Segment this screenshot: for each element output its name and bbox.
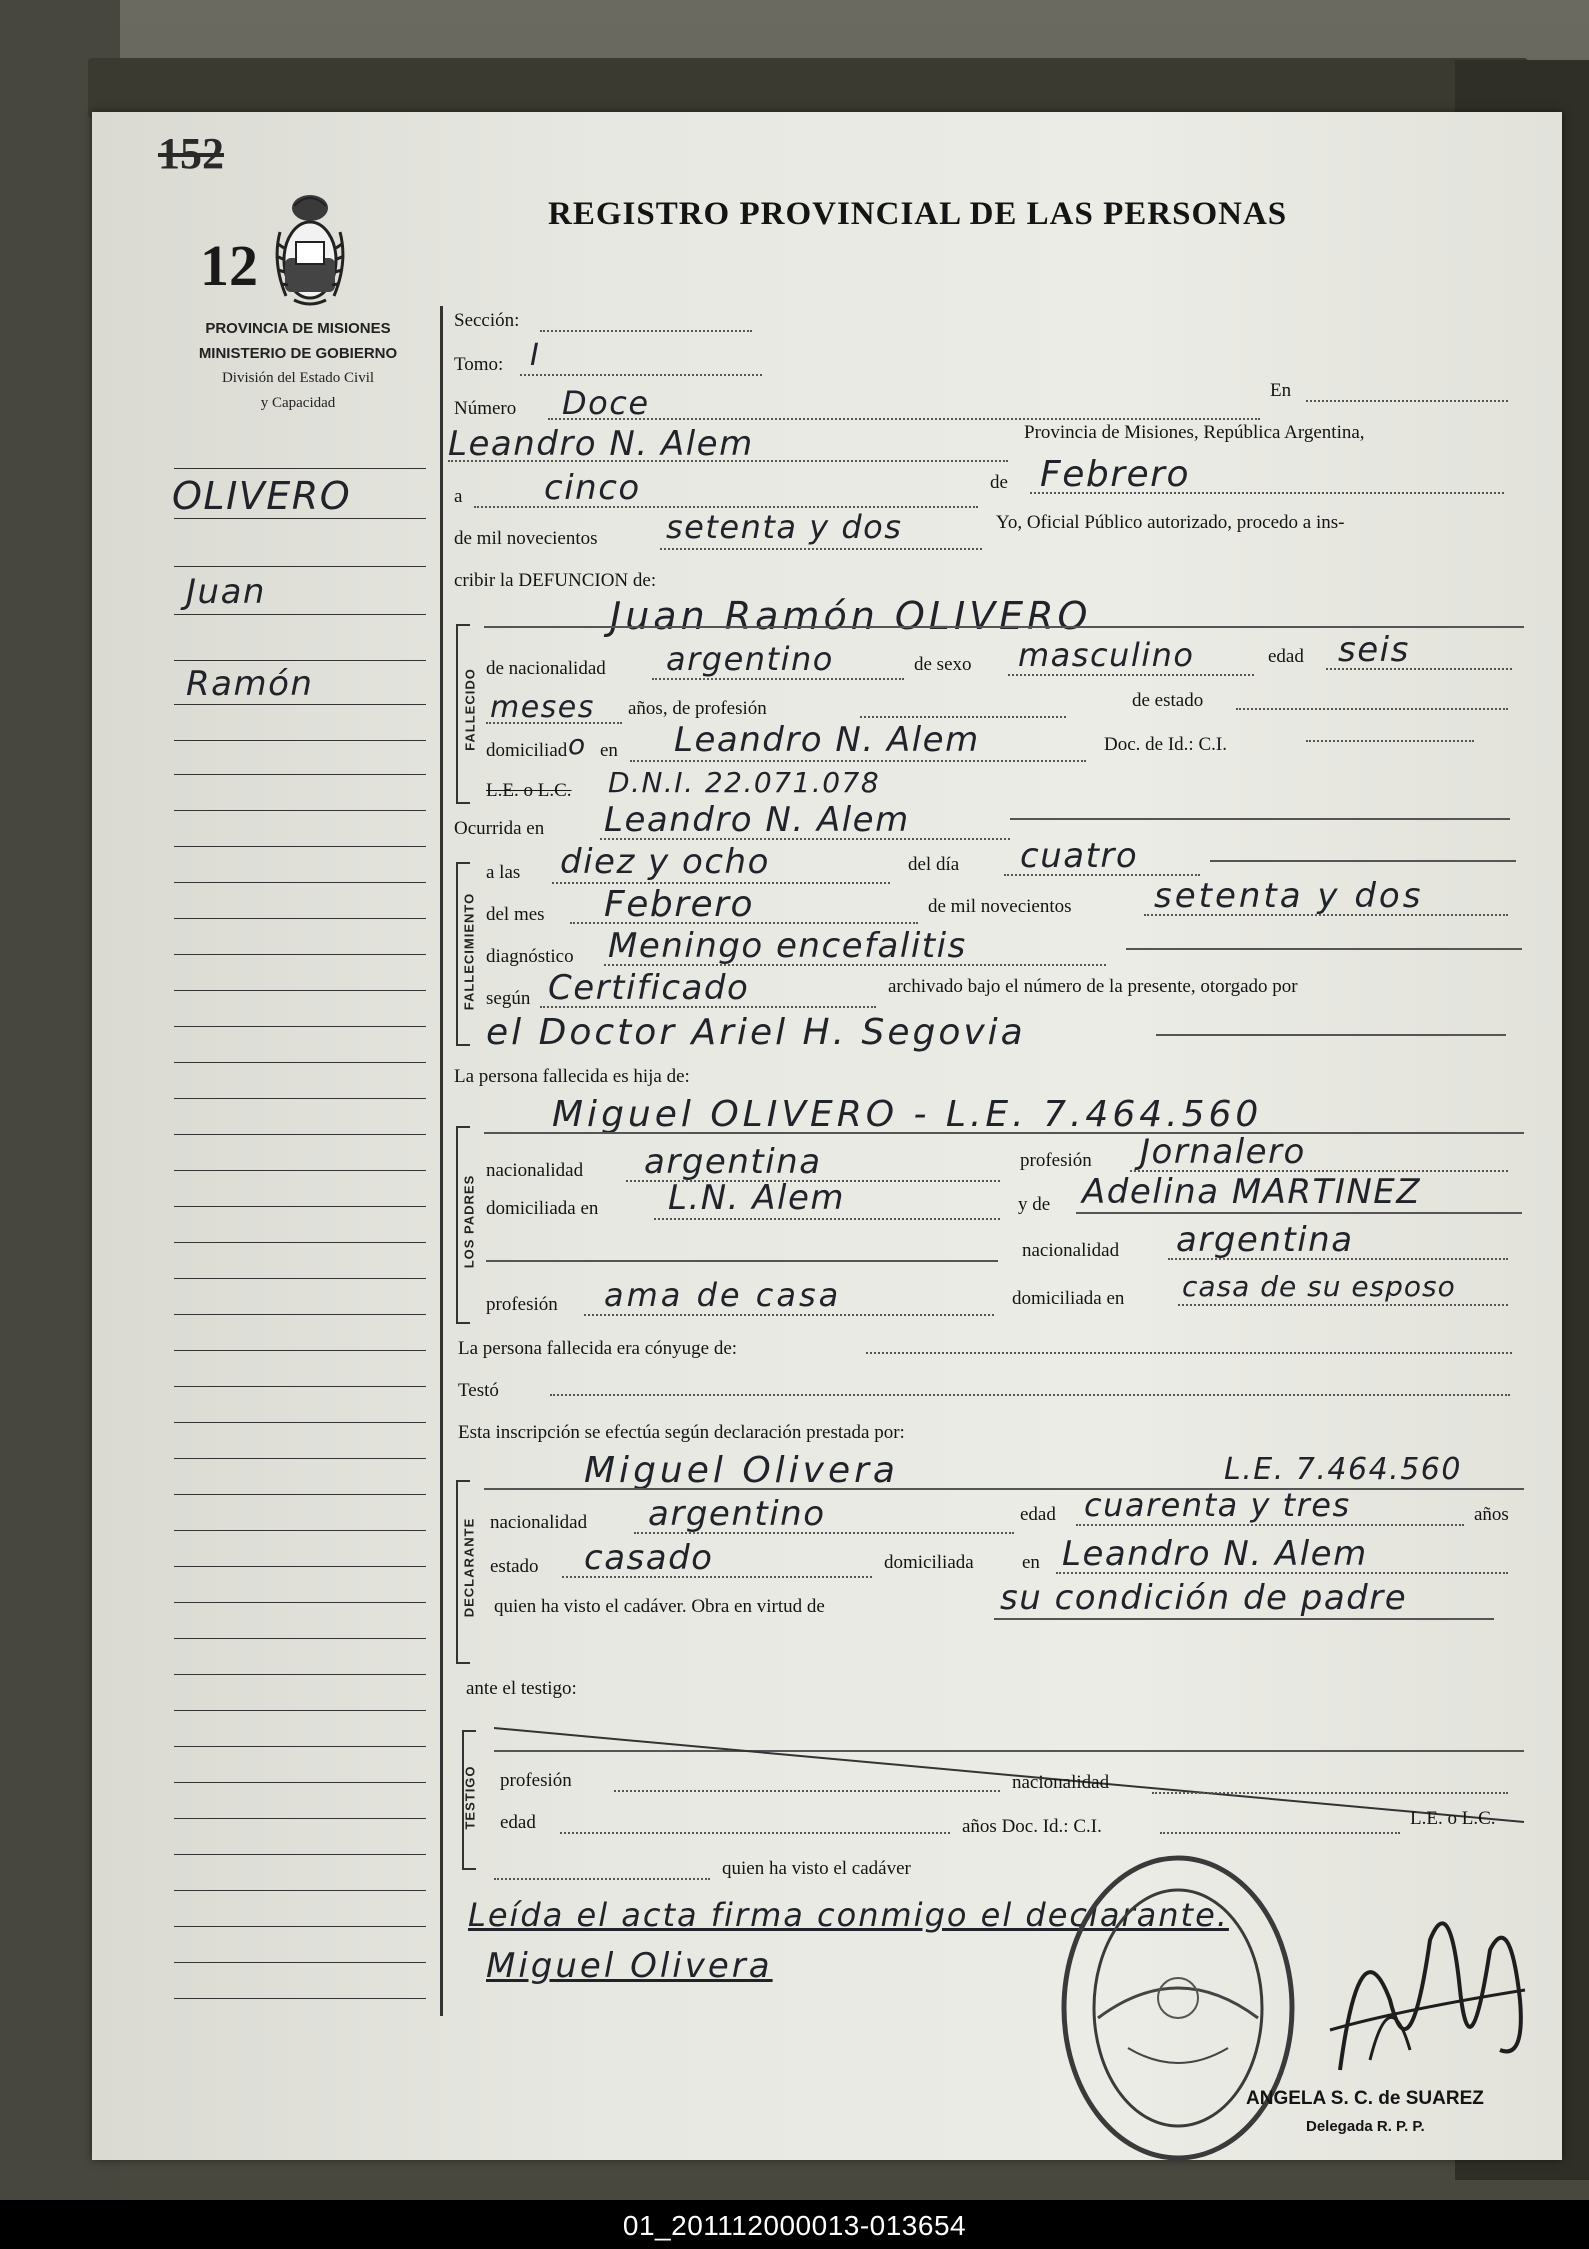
padre-profesion-value: Jornalero [1140, 1132, 1306, 1172]
issuer-province: PROVINCIA DE MISIONES [205, 320, 391, 337]
fallecido-le-label: L.E. o L.C. [486, 780, 572, 801]
ocurrida-label: Ocurrida en [454, 818, 545, 839]
issuer-division-2: y Capacidad [260, 395, 336, 411]
padres-blank-line [486, 1260, 998, 1262]
margin-rule [440, 306, 443, 2016]
acta-number: 12 [200, 233, 258, 298]
segun-label: según [486, 988, 531, 1009]
madre-domicilio-line [1178, 1304, 1508, 1306]
doctor-line [1156, 1034, 1506, 1036]
anio-label-fallecimiento: de mil novecientos [928, 896, 1072, 917]
fallecido-doc-line [1306, 740, 1474, 742]
diagnostico-value: Meningo encefalitis [608, 926, 967, 966]
padre-value: Miguel OLIVERO - L.E. 7.464.560 [552, 1094, 1263, 1135]
mes-line [1030, 492, 1504, 494]
closing-line-1: Leída el acta firma conmigo el declarante. [468, 1896, 1229, 1934]
fallecido-domicilio-line [630, 760, 1086, 762]
fallecido-domicilio-suffix: o [568, 728, 587, 761]
testigo-doc-label: años Doc. Id.: C.I. [962, 1816, 1102, 1837]
fallecimiento-section-label: FALLECIMIENTO [461, 892, 477, 1011]
en-line [1306, 400, 1508, 402]
numero-line [548, 418, 1260, 420]
padre-domicilio-label: domiciliada en [486, 1198, 599, 1219]
ocurrida-line [600, 838, 1010, 840]
testigo-quien-text: quien ha visto el cadáver [722, 1858, 911, 1879]
fallecido-domicilio-label: domiciliad [486, 740, 568, 761]
doctor-value: el Doctor Ariel H. Segovia [486, 1012, 1026, 1053]
fallecido-edad-value2: meses [490, 690, 595, 725]
declarante-estado-label: estado [490, 1556, 539, 1577]
testigo-extra-line [494, 1878, 710, 1880]
declarante-virtud-line [994, 1618, 1494, 1620]
signature-name: ANGELA S. C. de SUAREZ [1246, 2088, 1484, 2109]
seccion-label: Sección: [454, 310, 520, 331]
madre-profesion-label: profesión [486, 1294, 558, 1315]
testigo-section-label: TESTIGO [462, 1765, 478, 1830]
hija-text: La persona fallecida es hija de: [454, 1066, 690, 1087]
conyuge-text: La persona fallecida era cónyuge de: [458, 1338, 738, 1359]
fallecido-profesion-line [860, 716, 1066, 718]
fallecido-sexo-label: de sexo [914, 654, 972, 675]
anio-line [660, 548, 982, 550]
conyuge-line [866, 1352, 1512, 1354]
provincia-text: Provincia de Misiones, República Argentina, [1024, 422, 1365, 443]
fallecido-domicilio-value: Leandro N. Alem [674, 720, 980, 760]
declarante-section-label: DECLARANTE [461, 1517, 477, 1618]
image-footer-bar [0, 2200, 1589, 2249]
fallecido-dni-value: D.N.I. 22.071.078 [608, 766, 881, 799]
inscribir-text: cribir la DEFUNCION de: [454, 570, 657, 591]
official-stamp-icon [1058, 1848, 1298, 2168]
padre-nacionalidad-value: argentina [644, 1142, 822, 1182]
diagnostico-line-2 [1126, 948, 1522, 950]
padre-profesion-label: profesión [1020, 1150, 1092, 1171]
alas-label: a las [486, 862, 521, 883]
issuer-ministry: MINISTERIO DE GOBIERNO [198, 345, 398, 362]
signature-role: Delegada R. P. P. [1306, 2118, 1425, 2135]
ocurrida-value: Leandro N. Alem [604, 800, 910, 840]
declarante-edad-value: cuarenta y tres [1084, 1486, 1351, 1524]
dia-value-fallecimiento: cuatro [1020, 836, 1139, 876]
declarante-edad-label: edad [1020, 1504, 1056, 1525]
margin-surname: OLIVERO [172, 474, 352, 518]
declarante-doc: L.E. 7.464.560 [1224, 1452, 1462, 1487]
ante-testigo-text: ante el testigo: [466, 1678, 577, 1699]
declarante-estado-line [562, 1576, 872, 1578]
dia-value: cinco [544, 468, 641, 508]
fallecido-doc-label: Doc. de Id.: C.I. [1104, 734, 1227, 755]
declarante-quien-text: quien ha visto el cadáver. Obra en virtud de [494, 1596, 825, 1617]
margin-firstname: Juan [186, 572, 266, 612]
testigo-edad-line [560, 1832, 950, 1834]
declaracion-text: Esta inscripción se efectúa según declaración prestada por: [458, 1422, 905, 1443]
declarante-estado-value: casado [584, 1538, 714, 1578]
testigo-le-label: L.E. o L.C. [1410, 1808, 1496, 1829]
madre-nacionalidad-value: argentina [1176, 1220, 1354, 1260]
testo-label: Testó [458, 1380, 499, 1401]
declarante-anios-label: años [1474, 1504, 1509, 1525]
issuer-division: División del Estado Civil [221, 370, 375, 386]
declarante-nacionalidad-label: nacionalidad [490, 1512, 588, 1533]
closing-line-2: Miguel Olivera [486, 1946, 773, 1986]
tomo-line [520, 374, 762, 376]
folio-number: 152 [158, 129, 224, 178]
fallecido-nacionalidad-line [652, 678, 904, 680]
issuer-block [164, 316, 432, 416]
page-title: REGISTRO PROVINCIAL DE LAS PERSONAS [548, 196, 1288, 232]
testigo-nacionalidad-line [1152, 1792, 1508, 1794]
fallecido-edad-value: seis [1338, 630, 1410, 670]
margin-secondname: Ramón [186, 664, 314, 704]
oficial-text: Yo, Oficial Público autorizado, procedo a ins- [996, 512, 1345, 533]
declarante-edad-line [1076, 1524, 1464, 1526]
padres-section-label: LOS PADRES [461, 1174, 477, 1269]
a-label: a [454, 486, 463, 507]
testigo-nacionalidad-label: nacionalidad [1012, 1772, 1110, 1793]
madre-value: Adelina MARTINEZ [1082, 1172, 1422, 1212]
declarante-domicilio-value: Leandro N. Alem [1062, 1534, 1368, 1574]
madre-domicilio-label: domiciliada en [1012, 1288, 1125, 1309]
signature-scribble-icon [1310, 1880, 1540, 2100]
dia-line-2 [1210, 860, 1516, 862]
padre-nacionalidad-label: nacionalidad [486, 1160, 584, 1181]
anio-prefix: de mil novecientos [454, 528, 598, 549]
fallecido-anios-label: años, de profesión [628, 698, 767, 719]
mes-line-fallecimiento [570, 922, 918, 924]
hora-value: diez y ocho [560, 842, 770, 882]
fallecido-sexo-line [1008, 674, 1254, 676]
fallecido-section-label: FALLECIDO [462, 668, 478, 751]
madre-profesion-value: ama de casa [604, 1276, 842, 1314]
mes-value-fallecimiento: Febrero [604, 884, 754, 925]
argentina-coat-of-arms-icon [270, 192, 350, 310]
declarante-domicilio-line [1056, 1572, 1508, 1574]
testigo-profesion-line [614, 1790, 1000, 1792]
numero-value: Doce [562, 384, 650, 422]
fallecido-edad-label: edad [1268, 646, 1304, 667]
fallecido-edad-line [1326, 668, 1512, 670]
fallecido-meses-line [486, 722, 622, 724]
diagnostico-label: diagnóstico [486, 946, 574, 967]
padre-line [484, 1132, 1524, 1134]
declarante-en-label: en [1022, 1552, 1040, 1573]
anio-value: setenta y dos [666, 508, 903, 546]
declarante-nombre-line [484, 1488, 1524, 1490]
madre-nacionalidad-line [1168, 1258, 1508, 1260]
testo-line [550, 1394, 1510, 1396]
mes-value: Febrero [1040, 454, 1190, 495]
anio-line-fallecimiento [1144, 914, 1508, 916]
fallecido-estado-line [1236, 708, 1508, 710]
image-id-label: 01_201112000013-013654 [622, 2210, 967, 2241]
tomo-label: Tomo: [454, 354, 504, 375]
fallecido-nacionalidad-label: de nacionalidad [486, 658, 606, 679]
yde-label: y de [1018, 1194, 1051, 1215]
testigo-edad-label: edad [500, 1812, 536, 1833]
mes-label: del mes [486, 904, 545, 925]
en-label: En [1270, 380, 1292, 401]
declarante-nacionalidad-line [634, 1532, 1014, 1534]
ocurrida-line-2 [1010, 818, 1510, 820]
diagnostico-line [604, 964, 1106, 966]
declarante-virtud-value: su condición de padre [1000, 1578, 1408, 1618]
fallecido-sexo-value: masculino [1018, 636, 1195, 674]
anio-value-fallecimiento: setenta y dos [1154, 876, 1424, 916]
tomo-value: I [530, 338, 541, 373]
padre-domicilio-value: L.N. Alem [668, 1178, 846, 1218]
fallecido-estado-label: de estado [1132, 690, 1204, 711]
lugar-value: Leandro N. Alem [448, 424, 754, 464]
seccion-line [540, 330, 752, 332]
padre-domicilio-line [654, 1218, 1000, 1220]
segun-value: Certificado [548, 968, 750, 1008]
madre-nacionalidad-label: nacionalidad [1022, 1240, 1120, 1261]
declarante-nacionalidad-value: argentino [648, 1494, 826, 1534]
de-label: de [990, 472, 1008, 493]
book-cover-top [88, 58, 1528, 118]
declarante-domiciliada-label: domiciliada [884, 1552, 974, 1573]
segun-line [540, 1006, 876, 1008]
lugar-line [448, 460, 1008, 462]
madre-profesion-line [584, 1314, 994, 1316]
fallecido-nombre: Juan Ramón OLIVERO [610, 594, 1092, 638]
fallecido-nombre-line [484, 626, 1524, 628]
dia-label: del día [908, 854, 960, 875]
madre-line [1076, 1212, 1522, 1214]
fallecido-en-label: en [600, 740, 618, 761]
madre-domicilio-value: casa de su esposo [1182, 1270, 1456, 1303]
testigo-doc-line [1160, 1832, 1400, 1834]
testigo-profesion-label: profesión [500, 1770, 572, 1791]
fallecido-nacionalidad-value: argentino [666, 640, 834, 678]
declarante-nombre: Miguel Olivera [584, 1450, 899, 1491]
archivado-text: archivado bajo el número de la presente, otorgado por [888, 976, 1298, 997]
numero-label: Número [454, 398, 517, 419]
